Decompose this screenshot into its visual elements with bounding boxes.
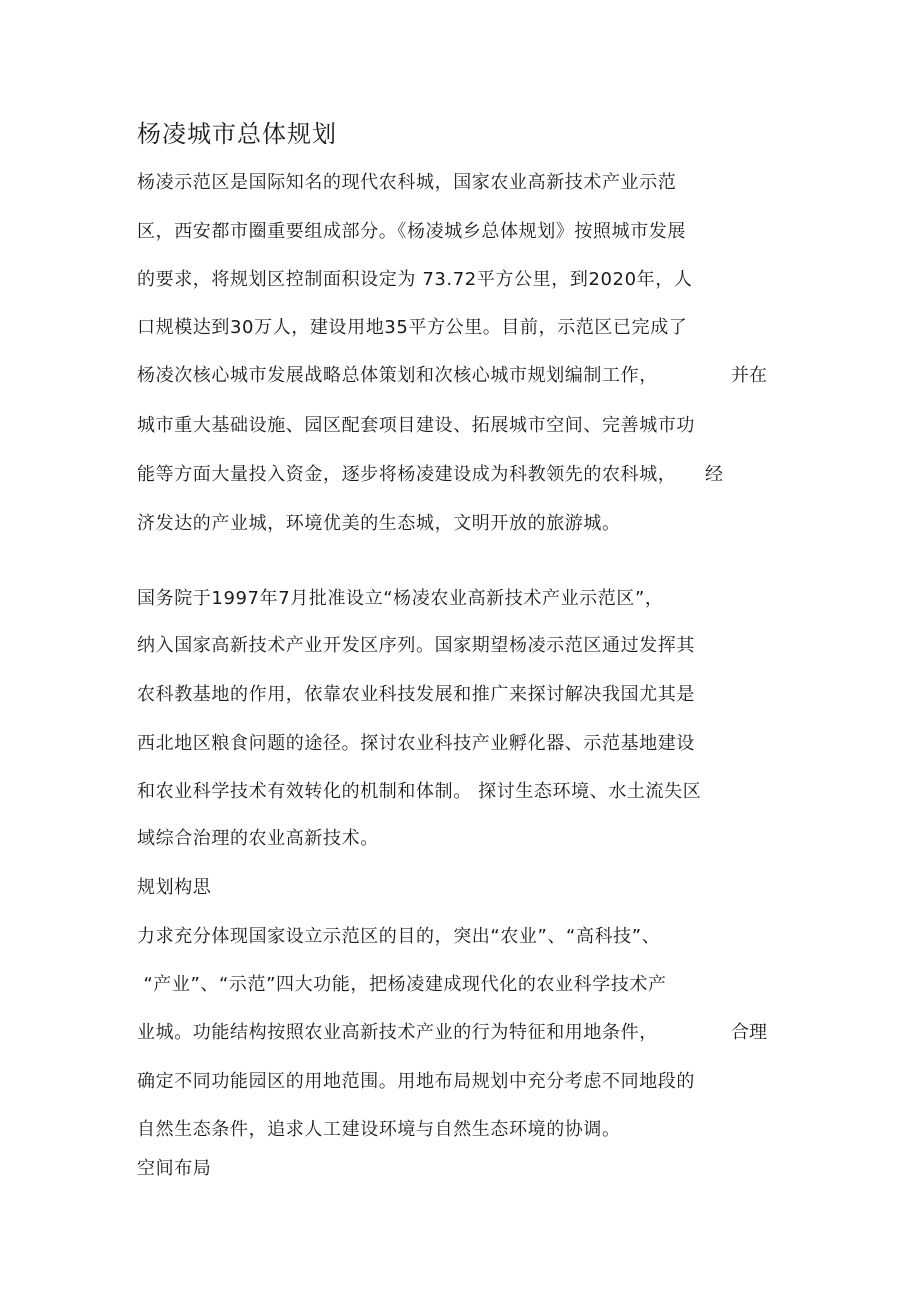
para3-line-3-tail: 合理 [731, 1022, 767, 1043]
para2-line-1: 国务院于1997年7月批准设立“杨凌农业高新技术产业示范区”， [137, 588, 664, 609]
para1-line-2: 区，西安都市圈重要组成部分。《杨凌城乡总体规划》按照城市发展 [137, 221, 686, 242]
para2-line-2: 纳入国家高新技术产业开发区序列。国家期望杨凌示范区通过发挥其 [137, 635, 695, 656]
para2-line-4: 西北地区粮食问题的途径。探讨农业科技产业孵化器、示范基地建设 [137, 733, 695, 754]
para3-line-4: 确定不同功能园区的用地范围。用地布局规划中充分考虑不同地段的 [137, 1071, 695, 1092]
para1-line-5: 杨凌次核心城市发展战略总体策划和次核心城市规划编制工作， [137, 365, 658, 386]
para3-line-5: 自然生态条件，追求人工建设环境与自然生态环境的协调。 [137, 1119, 621, 1140]
para2-line-5: 和农业科学技术有效转化的机制和体制。 探讨生态环境、水土流失区 [137, 781, 702, 802]
section-heading-planning-concept: 规划构思 [137, 877, 212, 898]
para1-line-7: 能等方面大量投入资金，逐步将杨凌建设成为科教领先的农科城， [137, 464, 677, 485]
section-heading-spatial-layout: 空间布局 [137, 1158, 212, 1179]
page-title: 杨凌城市总体规划 [137, 120, 337, 148]
para3-line-1: 力求充分体现国家设立示范区的目的，突出“农业”、“高科技”、 [137, 926, 661, 947]
para1-line-3: 的要求，将规划区控制面积设定为 73.72平方公里，到2020年，人 [137, 269, 693, 290]
para1-line-8: 济发达的产业城，环境优美的生态城，文明开放的旅游城。 [137, 513, 621, 534]
para2-line-6: 域综合治理的农业高新技术。 [137, 828, 379, 849]
para1-line-6: 城市重大基础设施、园区配套项目建设、拓展城市空间、完善城市功 [137, 415, 695, 436]
para1-line-1: 杨凌示范区是国际知名的现代农科城，国家农业高新技术产业示范 [137, 172, 677, 193]
para3-line-3: 业城。功能结构按照农业高新技术产业的行为特征和用地条件， [137, 1022, 658, 1043]
para2-line-3: 农科教基地的作用，依靠农业科技发展和推广来探讨解决我国尤其是 [137, 684, 695, 705]
para1-line-5-tail: 并在 [731, 365, 767, 386]
para3-line-2: “产业”、“示范”四大功能，把杨凌建成现代化的农业科学技术产 [137, 974, 667, 995]
para1-line-4: 口规模达到30万人，建设用地35平方公里。目前，示范区已完成了 [137, 317, 688, 338]
para1-line-7-tail: 经 [705, 464, 723, 485]
